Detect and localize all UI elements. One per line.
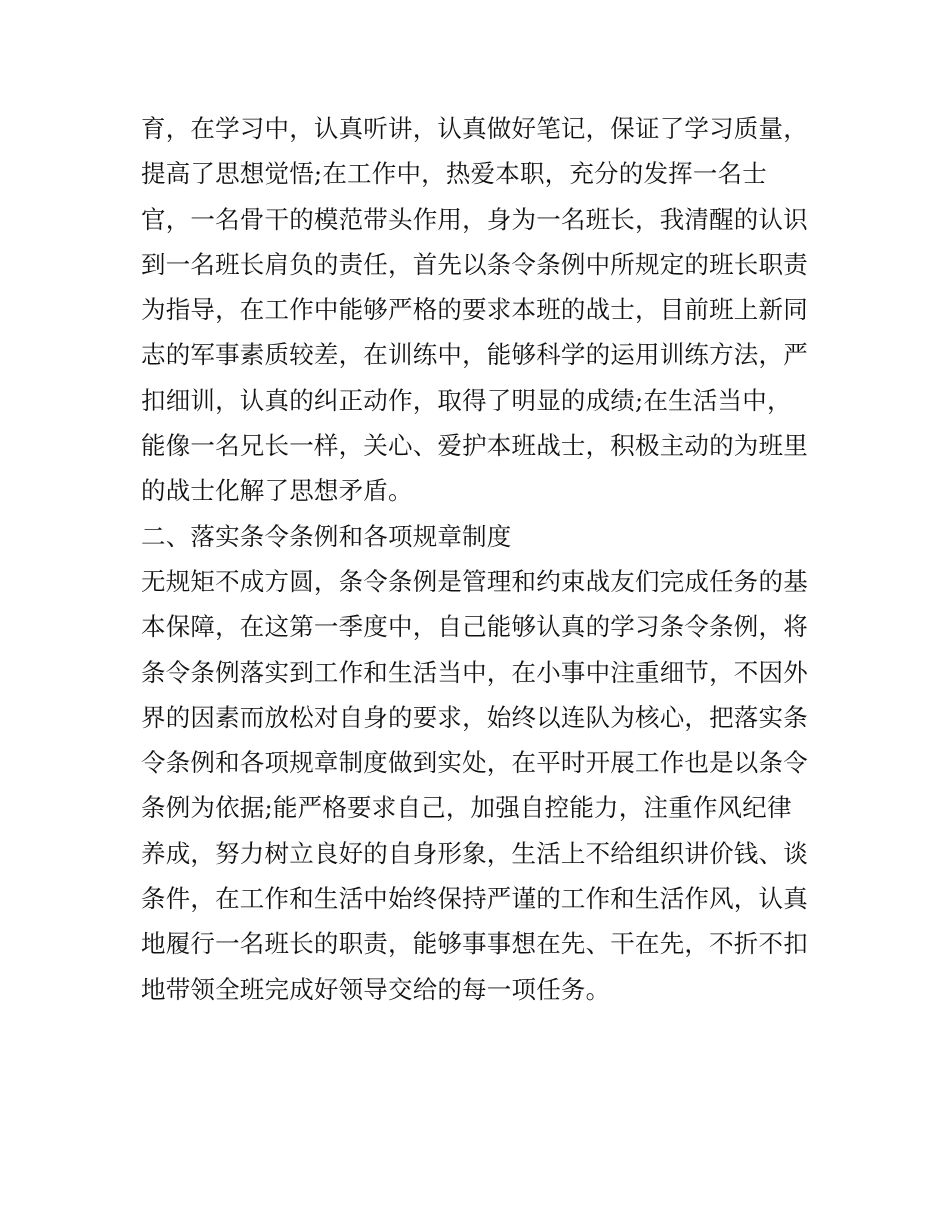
text-line: 志的军事素质较差，在训练中，能够科学的运用训练方法，严 xyxy=(141,340,808,370)
text-line: 育，在学习中，认真听讲，认真做好笔记，保证了学习质量， xyxy=(141,114,808,143)
text-line: 养成，努力树立良好的自身形象，生活上不给组织讲价钱、谈 xyxy=(141,838,808,868)
text-line: 地带领全班完成好领导交给的每一项任务。 xyxy=(141,974,611,1004)
text-line: 条例为依据;能严格要求自己，加强自控能力，注重作风纪律 xyxy=(141,793,792,823)
text-line: 到一名班长肩负的责任，首先以条令条例中所规定的班长职责 xyxy=(141,249,808,279)
text-line: 条件，在工作和生活中始终保持严谨的工作和生活作风，认真 xyxy=(141,884,808,914)
text-line: 扣细训，认真的纠正动作，取得了明显的成绩;在生活当中， xyxy=(141,385,792,415)
text-line: 本保障，在这第一季度中，自己能够认真的学习条令条例，将 xyxy=(141,612,808,642)
section-heading: 二、落实条令条例和各项规章制度 xyxy=(141,521,512,551)
text-line: 的战士化解了思想矛盾。 xyxy=(141,476,413,506)
text-line: 无规矩不成方圆，条令条例是管理和约束战友们完成任务的基 xyxy=(141,566,808,596)
text-line: 令条例和各项规章制度做到实处，在平时开展工作也是以条令 xyxy=(141,748,808,778)
document-body xyxy=(141,106,821,1012)
text-line: 能像一名兄长一样，关心、爱护本班战士，积极主动的为班里 xyxy=(141,431,808,461)
text-line: 界的因素而放松对自身的要求，始终以连队为核心，把落实条 xyxy=(141,702,808,732)
text-line: 地履行一名班长的职责，能够事事想在先、干在先，不折不扣 xyxy=(141,929,808,959)
text-line: 条令条例落实到工作和生活当中，在小事中注重细节，不因外 xyxy=(141,657,808,687)
text-line: 为指导，在工作中能够严格的要求本班的战士，目前班上新同 xyxy=(141,295,808,325)
text-line: 提高了思想觉悟;在工作中，热爱本职，充分的发挥一名士 xyxy=(141,159,767,189)
text-line: 官，一名骨干的模范带头作用，身为一名班长，我清醒的认识 xyxy=(141,204,808,234)
